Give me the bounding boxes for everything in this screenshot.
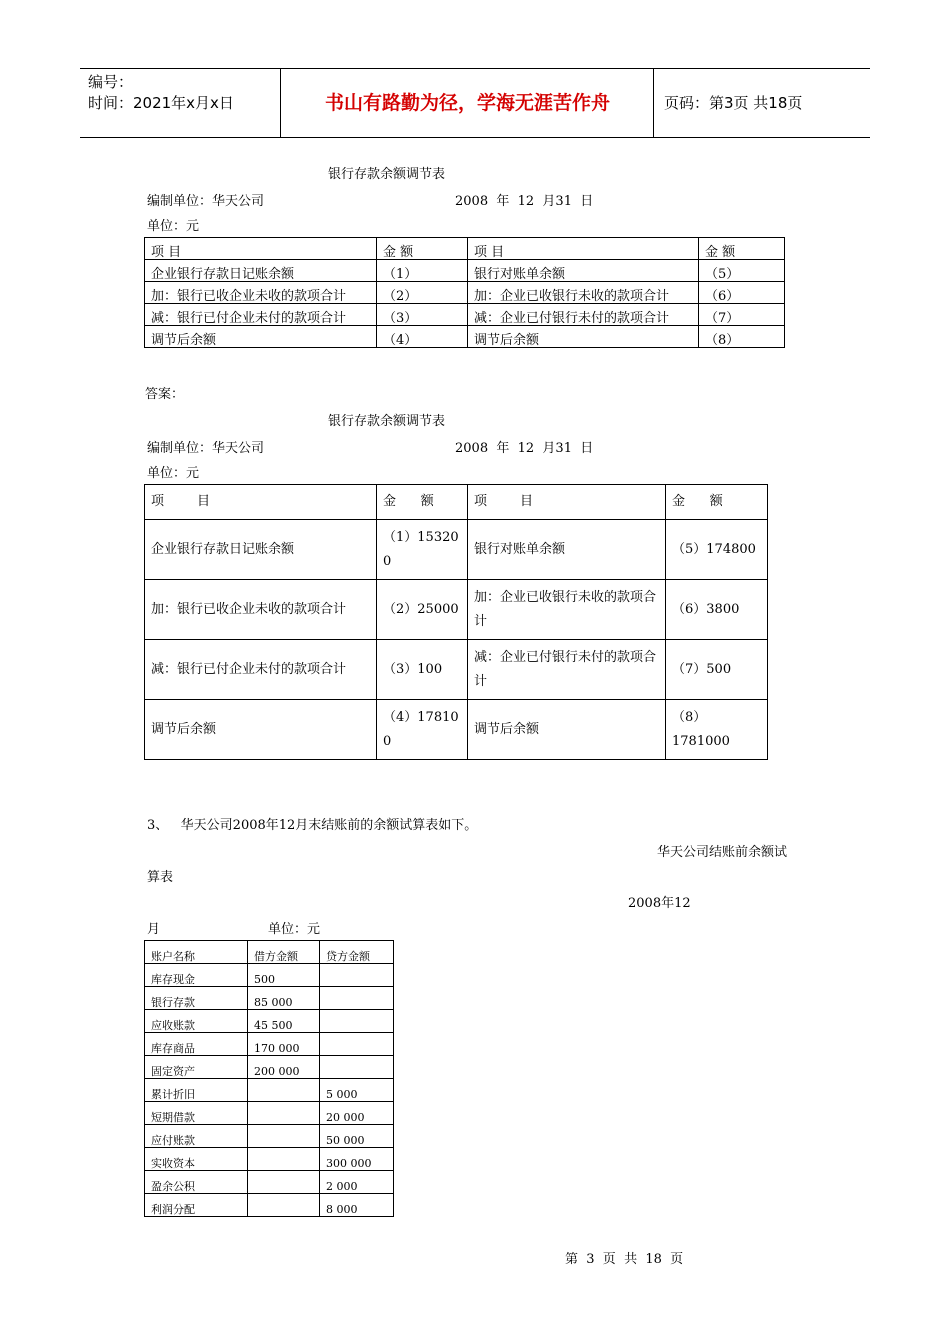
header-cell: 项 目 (151, 245, 182, 259)
table-cell (248, 1056, 320, 1079)
table-row (145, 304, 785, 326)
table-row (145, 1148, 394, 1171)
table-cell: 减：企业已付银行未付的款项合计 (474, 311, 670, 325)
table-cell (248, 1148, 320, 1171)
header-cell: 金 额 (705, 245, 736, 259)
answer-label: 答案： (145, 387, 185, 402)
table-cell: （4） (383, 333, 418, 347)
page-info: 页码：第3页 共18页 (664, 94, 803, 112)
table-cell (248, 987, 320, 1010)
section1-currency: 单位：元 (147, 219, 200, 234)
table-row (145, 700, 768, 760)
cell-text: 85 000 (254, 996, 293, 1009)
table-cell (248, 1102, 320, 1125)
table-cell: 银行对账单余额 (468, 520, 666, 580)
table-row (145, 1102, 394, 1125)
cell-text: 应付账款 (151, 1134, 195, 1147)
table-cell: 加：企业已收银行未收的款项合计 (468, 580, 666, 640)
cell-text: 短期借款 (151, 1111, 195, 1124)
table-cell (320, 1125, 394, 1148)
answer-title: 银行存款余额调节表 (328, 414, 446, 429)
cell-text (254, 1102, 313, 1124)
table-cell: 银行对账单余额 (474, 267, 566, 281)
page-header (80, 68, 870, 138)
table-cell: （2）25000 (377, 580, 468, 640)
header-left-cell (80, 69, 281, 137)
section3-currency: 单位：元 (268, 922, 321, 937)
table-cell (248, 964, 320, 987)
cell-text: 银行存款 (151, 996, 195, 1009)
table-row (145, 987, 394, 1010)
cell-text: 2 000 (326, 1180, 358, 1193)
table-cell: 加：银行已收企业未收的款项合计 (145, 580, 377, 640)
cell-text: 盈余公积 (151, 1180, 195, 1193)
cell-text: 固定资产 (151, 1065, 195, 1078)
table-row (145, 1033, 394, 1056)
table-cell (145, 1194, 248, 1217)
table-row (145, 640, 768, 700)
section1-date: 2008 年 12 月31 日 (455, 194, 594, 209)
table-cell: 减：银行已付企业未付的款项合计 (145, 640, 377, 700)
cell-text: 账户名称 (151, 950, 195, 963)
table-cell (145, 1010, 248, 1033)
cell-text: 300 000 (326, 1157, 372, 1170)
cell-text (254, 1148, 313, 1170)
table-cell (320, 964, 394, 987)
section3-date-part1: 2008年12 (628, 896, 691, 911)
cell-text: 累计折旧 (151, 1088, 195, 1101)
table-cell: 减：企业已付银行未付的款项合计 (468, 640, 666, 700)
table-row (145, 580, 768, 640)
header-cell: 项 目 (145, 485, 377, 520)
answer-currency: 单位：元 (147, 466, 200, 481)
header-cell: 金 额 (666, 485, 768, 520)
table-cell (320, 1194, 394, 1217)
trial-balance-table (144, 940, 394, 1217)
cell-text: 170 000 (254, 1042, 300, 1055)
table-cell: 减：银行已付企业未付的款项合计 (151, 311, 347, 325)
table-cell (248, 1125, 320, 1148)
table-cell: （6）3800 (666, 580, 768, 640)
reconciliation-table-blank (144, 237, 785, 348)
table-cell (145, 987, 248, 1010)
table-cell (248, 1079, 320, 1102)
table-cell (320, 1148, 394, 1171)
table-header-row (145, 485, 768, 520)
header-cell (248, 941, 320, 964)
table-row (145, 1125, 394, 1148)
table-header-row (145, 238, 785, 260)
table-cell (248, 1010, 320, 1033)
table-cell (145, 1079, 248, 1102)
table-cell: （6） (705, 289, 740, 303)
table-row (145, 1079, 394, 1102)
table-cell: （4）178100 (377, 700, 468, 760)
number-label: 编号： (88, 73, 134, 91)
cell-text: 8 000 (326, 1203, 358, 1216)
table-cell: 调节后余额 (151, 333, 217, 347)
cell-text (254, 1171, 313, 1193)
cell-text: 实收资本 (151, 1157, 195, 1170)
answer-unit-company: 编制单位：华天公司 (147, 441, 265, 456)
motto: 书山有路勤为径，学海无涯苦作舟 (282, 69, 654, 137)
table-row (145, 520, 768, 580)
table-cell: 加：企业已收银行未收的款项合计 (474, 289, 670, 303)
table-cell (320, 1056, 394, 1079)
cell-text: 20 000 (326, 1111, 365, 1124)
table-cell: 调节后余额 (474, 333, 540, 347)
cell-text (326, 1010, 387, 1032)
table-cell (145, 1102, 248, 1125)
table-cell (145, 964, 248, 987)
table-cell (145, 1125, 248, 1148)
page-footer: 第 3 页 共 18 页 (565, 1252, 684, 1267)
cell-text: 200 000 (254, 1065, 300, 1078)
header-cell: 金 额 (383, 245, 414, 259)
cell-text (326, 964, 387, 986)
cell-text: 50 000 (326, 1134, 365, 1147)
answer-date: 2008 年 12 月31 日 (455, 441, 594, 456)
table-cell: （5） (705, 267, 740, 281)
table-cell (248, 1171, 320, 1194)
table-cell: 调节后余额 (468, 700, 666, 760)
table-cell (145, 1033, 248, 1056)
cell-text: 库存现金 (151, 973, 195, 986)
table-row (145, 326, 785, 348)
table-cell: 加：银行已收企业未收的款项合计 (151, 289, 347, 303)
table-cell (248, 1033, 320, 1056)
table-cell: 调节后余额 (145, 700, 377, 760)
cell-text (254, 1079, 313, 1101)
table-cell: （3）100 (377, 640, 468, 700)
cell-text: 45 500 (254, 1019, 293, 1032)
table-row (145, 1010, 394, 1033)
cell-text (326, 1056, 387, 1078)
cell-text: 500 (254, 973, 275, 986)
section1-title: 银行存款余额调节表 (328, 167, 446, 182)
table-cell (320, 987, 394, 1010)
table-cell (145, 1171, 248, 1194)
table-cell: （7） (705, 311, 740, 325)
cell-text: 库存商品 (151, 1042, 195, 1055)
table-row (145, 1171, 394, 1194)
table-cell (248, 1194, 320, 1217)
table-cell (145, 1148, 248, 1171)
section3-title-part1: 华天公司结账前余额试 (657, 845, 788, 860)
header-cell (145, 941, 248, 964)
table-cell: 企业银行存款日记账余额 (145, 520, 377, 580)
header-cell: 项 目 (474, 245, 505, 259)
table-cell: （1） (383, 267, 418, 281)
table-cell: （1）153200 (377, 520, 468, 580)
table-cell: （8） (705, 333, 740, 347)
cell-text: 5 000 (326, 1088, 358, 1101)
table-cell: （7）500 (666, 640, 768, 700)
cell-text (326, 987, 387, 1009)
table-cell: （3） (383, 311, 418, 325)
cell-text: 借方金额 (254, 950, 298, 963)
table-row (145, 1056, 394, 1079)
table-row (145, 964, 394, 987)
header-cell (320, 941, 394, 964)
table-cell (320, 1102, 394, 1125)
table-cell (320, 1010, 394, 1033)
table-header-row (145, 941, 394, 964)
reconciliation-table-answer (144, 484, 768, 760)
section1-unit-company: 编制单位：华天公司 (147, 194, 265, 209)
table-cell: （5）174800 (666, 520, 768, 580)
section3-title-part2: 算表 (147, 870, 174, 885)
table-cell (320, 1171, 394, 1194)
table-row (145, 282, 785, 304)
cell-text: 贷方金额 (326, 950, 370, 963)
cell-text (326, 1033, 387, 1055)
cell-text (254, 1194, 313, 1216)
table-cell: （2） (383, 289, 418, 303)
cell-text (254, 1125, 313, 1147)
table-cell (320, 1033, 394, 1056)
header-cell: 金 额 (377, 485, 468, 520)
section3-date-part2: 月 (147, 922, 161, 937)
table-row (145, 260, 785, 282)
table-cell (320, 1079, 394, 1102)
section3-intro: 3、 华天公司2008年12月末结账前的余额试算表如下。 (147, 818, 478, 833)
cell-text: 利润分配 (151, 1203, 195, 1216)
table-cell (145, 1056, 248, 1079)
table-row (145, 1194, 394, 1217)
table-cell: （8）1781000 (666, 700, 768, 760)
time-label: 时间：2021年x月x日 (88, 94, 234, 112)
table-cell: 企业银行存款日记账余额 (151, 267, 295, 281)
header-cell: 项 目 (468, 485, 666, 520)
cell-text: 应收账款 (151, 1019, 195, 1032)
